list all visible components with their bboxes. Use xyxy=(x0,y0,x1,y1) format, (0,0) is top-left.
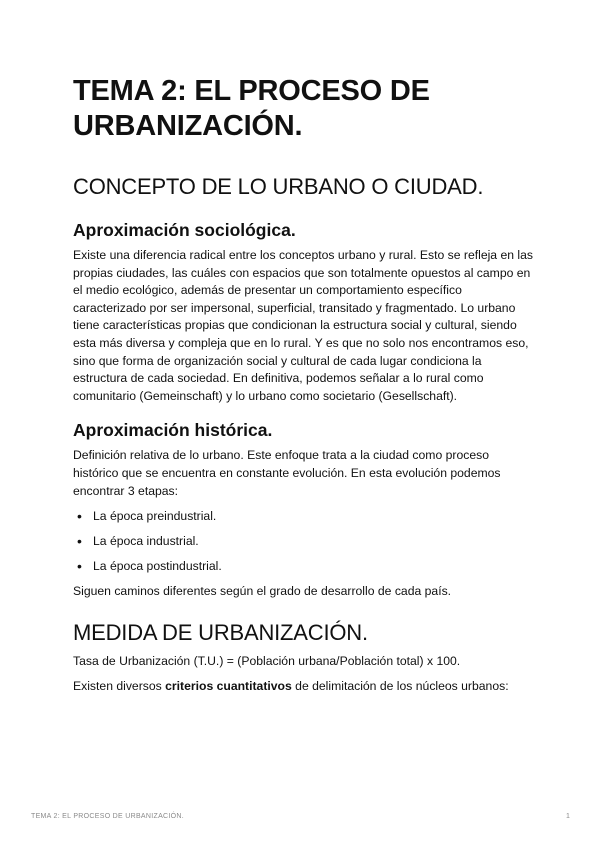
etapas-list xyxy=(73,508,533,575)
subsection-heading-historica: Aproximación histórica. xyxy=(73,420,273,441)
paragraph-sociologica: Existe una diferencia radical entre los conceptos urbano y rural. Esto se refleja en las propias ciudades, las cuáles con espacios que son totalmente opuestos al campo en el medio ecológico, además de presentar un comportamiento específico caracterizado por ser impersonal, superficial, transitado y fragmentado. Lo urbano tiene características propias que condicionan la estructura social y cultural, siendo esta más diversa y compleja que en lo rural. Y es que no solo nos encontramos eso, sino que forma de organización social y cultural de cada lugar condiciona la estructura de cada sociedad. En definitiva, podemos señalar a lo rural como comunitario (Gemeinschaft) y lo urbano como societario (Gesellschaft). xyxy=(73,248,533,403)
criterios-bold: criterios cuantitativos xyxy=(165,678,292,693)
document-title: TEMA 2: EL PROCESO DE URBANIZACIÓN. xyxy=(73,75,430,142)
criterios-text-pre: Existen diversos xyxy=(73,678,166,693)
paragraph-closing: Siguen caminos diferentes según el grado de desarrollo de cada país. xyxy=(73,583,452,598)
list-item: • La época postindustrial. xyxy=(93,558,533,576)
paragraph-criterios xyxy=(73,678,533,696)
subsection-heading-sociologica: Aproximación sociológica. xyxy=(73,220,296,240)
paragraph-formula: Tasa de Urbanización (T.U.) = (Población urbana/Población total) x 100. xyxy=(73,654,461,669)
section-heading-medida: MEDIDA DE URBANIZACIÓN. xyxy=(73,620,368,646)
footer-page-number: 1 xyxy=(566,813,570,820)
list-item: • La época industrial. xyxy=(93,533,533,551)
paragraph-historica: Definición relativa de lo urbano. Este enfoque trata a la ciudad como proceso histórico que se encuentra en constante evolución. En esta evolución podemos encontrar 3 etapas: xyxy=(73,448,501,498)
list-item: • La época preindustrial. xyxy=(93,508,533,526)
document-page xyxy=(73,74,533,696)
criterios-text-post: de delimitación de los núcleos urbanos: xyxy=(291,678,509,693)
footer-running-title: TEMA 2: EL PROCESO DE URBANIZACIÓN. xyxy=(31,813,184,820)
section-heading-concepto: CONCEPTO DE LO URBANO O CIUDAD. xyxy=(73,174,484,199)
